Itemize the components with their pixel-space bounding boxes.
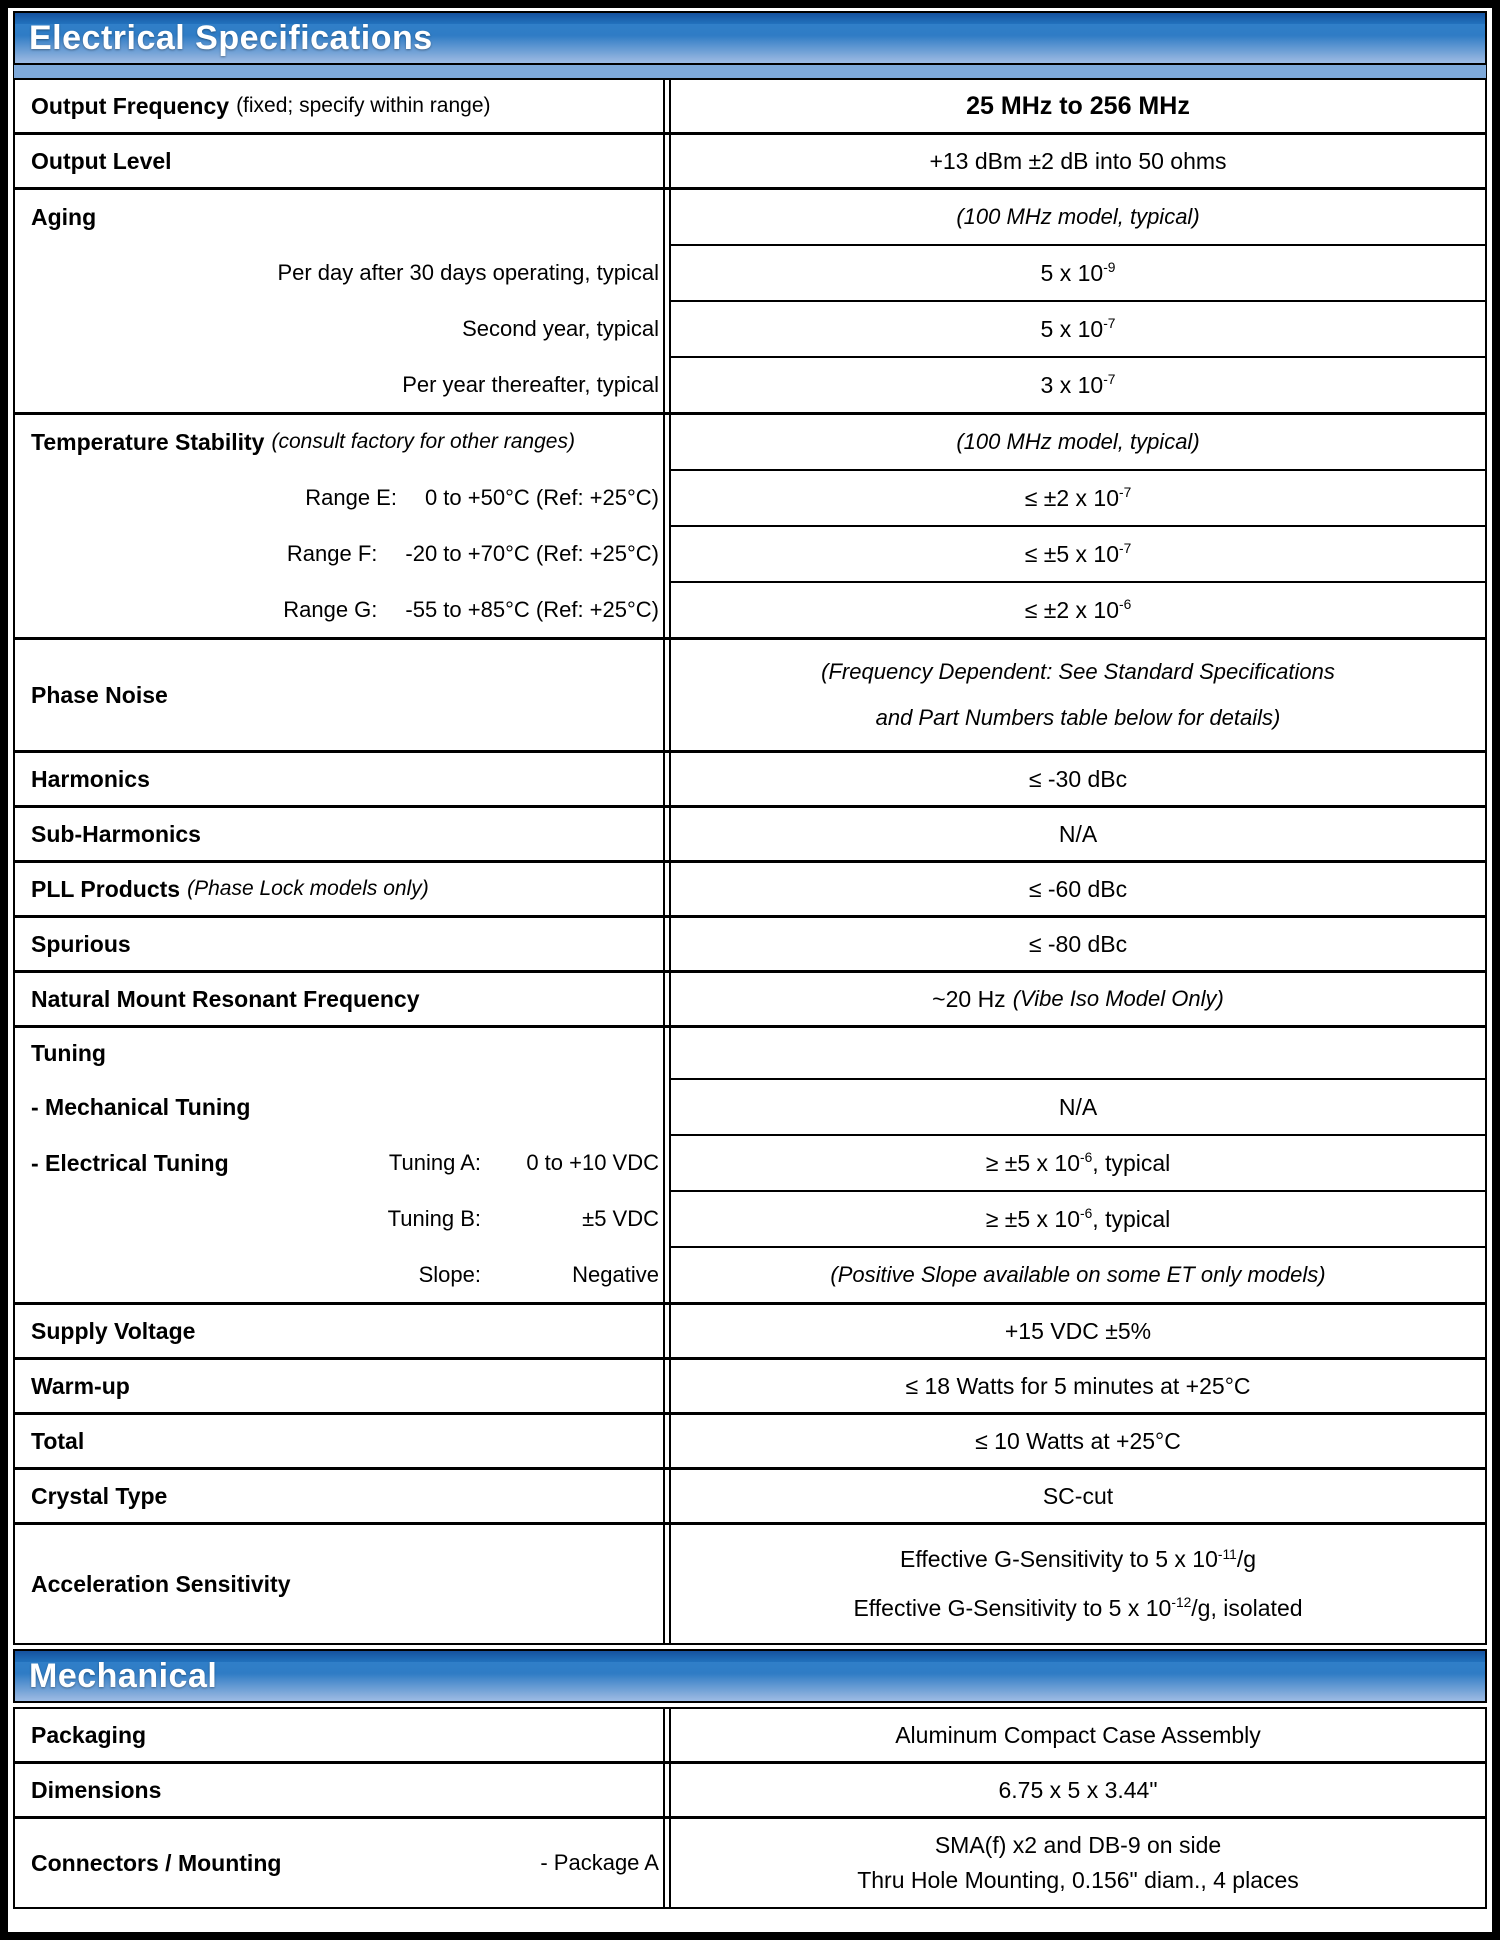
phase-noise-label: Phase Noise	[31, 681, 168, 708]
slope-label: Negative	[572, 1262, 659, 1287]
total-label: Total	[31, 1427, 85, 1454]
connectors-value-line1: SMA(f) x2 and DB-9 on side	[934, 1832, 1222, 1858]
spec-sheet	[13, 11, 1487, 1909]
tuning-b-value: ≥ ±5 x $10^{-6}$, typical	[985, 1205, 1171, 1232]
temperature-stability-label: Temperature Stability	[31, 428, 265, 455]
mechanical-section-header	[13, 1649, 1487, 1703]
crystal-type-value: SC-cut	[1042, 1482, 1114, 1509]
acceleration-sensitivity-label: Acceleration Sensitivity	[31, 1570, 291, 1597]
range-g-label: -55 to +85°C (Ref: +25°C)	[405, 597, 659, 622]
row-packaging	[15, 1709, 1485, 1761]
tuning-b-key: Tuning B:	[387, 1206, 481, 1231]
tuning-a-value: ≥ ±5 x $10^{-6}$, typical	[985, 1149, 1171, 1176]
slope-value: (Positive Slope available on some ET only models)	[830, 1262, 1326, 1287]
connectors-value-line2: Thru Hole Mounting, 0.156" diam., 4 places	[857, 1867, 1299, 1893]
row-sub-harmonics	[15, 805, 1485, 860]
aging-sublabel-per-day: Per day after 30 days operating, typical	[277, 260, 659, 285]
tuning-a-key: Tuning A:	[388, 1150, 481, 1175]
packaging-value: Aluminum Compact Case Assembly	[895, 1721, 1261, 1748]
row-group-aging	[15, 187, 1485, 412]
total-value: ≤ 10 Watts at +25°C	[975, 1427, 1181, 1454]
aging-sublabel-per-year: Per year thereafter, typical	[402, 372, 659, 397]
mechanical-table	[13, 1707, 1487, 1909]
row-total	[15, 1412, 1485, 1467]
electrical-section-header	[13, 11, 1487, 65]
acceleration-sensitivity-line2: Effective G-Sensitivity to 5 x $10^{-12}/g$, isolated	[853, 1594, 1303, 1621]
aging-value-per-year: 3 x $10^{-7}$	[1040, 371, 1116, 398]
aging-value-per-day: 5 x $10^{-9}$	[1040, 259, 1116, 286]
temperature-stability-model-note: (100 MHz model, typical)	[956, 429, 1200, 454]
row-dimensions	[15, 1761, 1485, 1816]
range-e-key: Range E:	[305, 485, 397, 510]
sub-harmonics-label: Sub-Harmonics	[31, 820, 201, 847]
crystal-type-label: Crystal Type	[31, 1482, 168, 1509]
warm-up-label: Warm-up	[31, 1372, 130, 1399]
natural-mount-label: Natural Mount Resonant Frequency	[31, 985, 420, 1012]
connectors-mounting-label: Connectors / Mounting	[31, 1849, 282, 1876]
aging-model-note: (100 MHz model, typical)	[956, 204, 1200, 229]
aging-label: Aging	[31, 203, 97, 230]
range-f-key: Range F:	[286, 541, 378, 566]
electrical-table	[13, 78, 1487, 1645]
mechanical-section-title: Mechanical	[29, 1656, 218, 1695]
row-acceleration-sensitivity	[15, 1522, 1485, 1643]
row-crystal-type	[15, 1467, 1485, 1522]
row-output-frequency	[15, 80, 1485, 132]
tuning-b-label: ±5 VDC	[582, 1206, 659, 1231]
electrical-tuning-label: - Electrical Tuning	[31, 1149, 229, 1176]
dimensions-label: Dimensions	[31, 1776, 162, 1803]
mechanical-tuning-label: - Mechanical Tuning	[31, 1093, 251, 1120]
output-level-value: +13 dBm ±2 dB into 50 ohms	[929, 147, 1227, 174]
spurious-label: Spurious	[31, 930, 131, 957]
range-g-key: Range G:	[283, 597, 378, 622]
row-phase-noise	[15, 637, 1485, 750]
tuning-a-label: 0 to +10 VDC	[526, 1150, 659, 1175]
connectors-package-note: - Package A	[540, 1850, 659, 1875]
electrical-section-title: Electrical Specifications	[29, 18, 433, 57]
pll-products-note: (Phase Lock models only)	[187, 877, 429, 900]
acceleration-sensitivity-line1: Effective G-Sensitivity to 5 x $10^{-11}/g$	[900, 1546, 1256, 1573]
range-f-value: ≤ ±5 x $10^{-7}$	[1024, 540, 1132, 567]
aging-sublabel-second-year: Second year, typical	[462, 316, 659, 341]
harmonics-label: Harmonics	[31, 765, 150, 792]
sub-harmonics-value: N/A	[1058, 820, 1098, 847]
row-harmonics	[15, 750, 1485, 805]
warm-up-value: ≤ 18 Watts for 5 minutes at +25°C	[905, 1372, 1251, 1399]
phase-noise-value-line2: and Part Numbers table below for details)	[875, 704, 1281, 730]
header-divider-strip	[13, 65, 1487, 78]
harmonics-value: ≤ -30 dBc	[1028, 765, 1128, 792]
range-g-value: ≤ ±2 x $10^{-6}$	[1024, 596, 1132, 623]
tuning-empty-cell	[671, 1028, 1485, 1078]
output-frequency-label: Output Frequency	[31, 92, 230, 119]
range-e-value: ≤ ±2 x $10^{-7}$	[1024, 484, 1132, 511]
dimensions-value: 6.75 x 5 x 3.44"	[998, 1776, 1158, 1803]
pll-products-value: ≤ -60 dBc	[1028, 875, 1128, 902]
spurious-value: ≤ -80 dBc	[1028, 930, 1128, 957]
row-connectors-mounting	[15, 1816, 1485, 1907]
output-frequency-value: 25 MHz to 256 MHz	[966, 91, 1190, 120]
natural-mount-value: ~20 Hz	[932, 985, 1006, 1012]
row-group-temperature-stability	[15, 412, 1485, 637]
output-level-label: Output Level	[31, 147, 172, 174]
row-group-tuning	[15, 1025, 1485, 1302]
aging-value-second-year: 5 x $10^{-7}$	[1040, 315, 1116, 342]
range-f-label: -20 to +70°C (Ref: +25°C)	[405, 541, 659, 566]
phase-noise-value-line1: (Frequency Dependent: See Standard Specifications	[821, 659, 1335, 685]
output-frequency-note: (fixed; specify within range)	[236, 94, 491, 117]
row-warm-up	[15, 1357, 1485, 1412]
row-natural-mount	[15, 970, 1485, 1025]
tuning-label: Tuning	[31, 1039, 106, 1066]
row-supply-voltage	[15, 1302, 1485, 1357]
mechanical-tuning-value: N/A	[1058, 1093, 1098, 1120]
natural-mount-value-note: (Vibe Iso Model Only)	[1012, 986, 1224, 1011]
packaging-label: Packaging	[31, 1721, 147, 1748]
slope-key: Slope:	[418, 1262, 481, 1287]
supply-voltage-value: +15 VDC ±5%	[1004, 1317, 1152, 1344]
supply-voltage-label: Supply Voltage	[31, 1317, 196, 1344]
temperature-stability-note: (consult factory for other ranges)	[271, 430, 575, 453]
row-output-level	[15, 132, 1485, 187]
pll-products-label: PLL Products	[31, 875, 181, 902]
range-e-label: 0 to +50°C (Ref: +25°C)	[424, 485, 659, 510]
row-pll-products	[15, 860, 1485, 915]
row-spurious	[15, 915, 1485, 970]
